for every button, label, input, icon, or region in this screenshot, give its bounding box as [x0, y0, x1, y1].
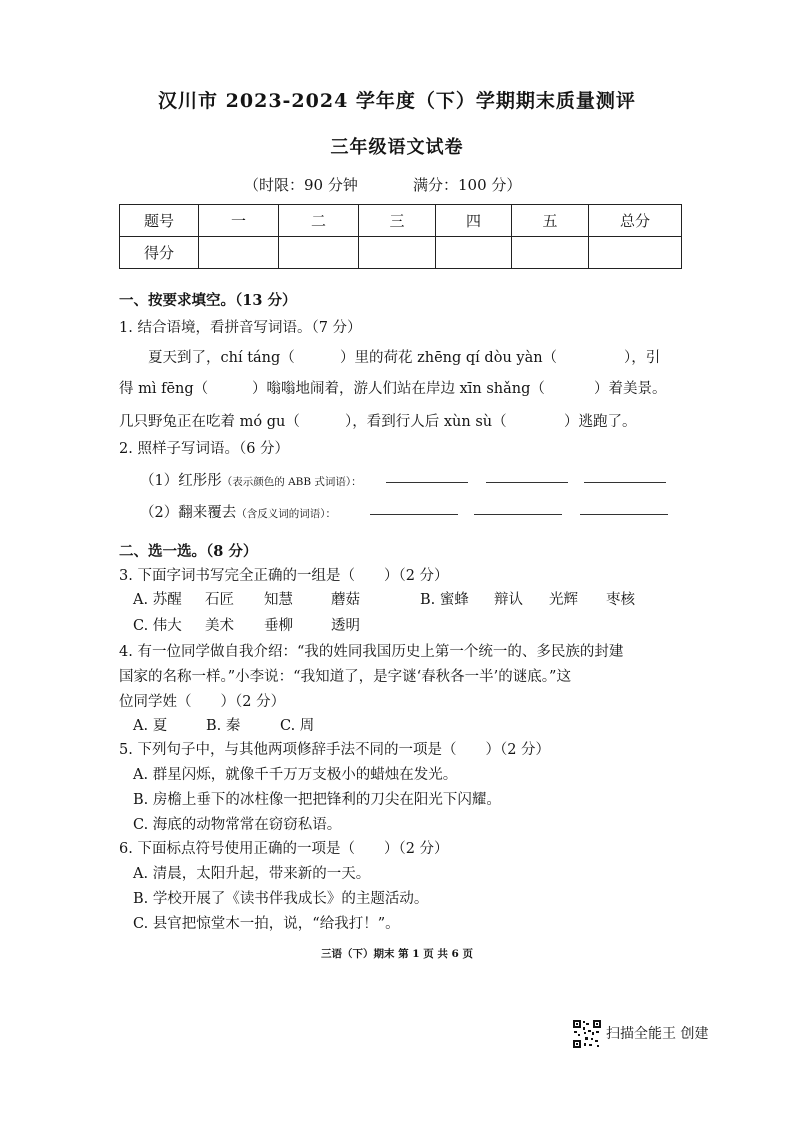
q3-option-b-1: B. 蜜蜂 — [420, 592, 469, 608]
score-table-header-row — [120, 205, 682, 237]
q6-option-a: A. 清晨，太阳升起，带来新的一天。 — [133, 866, 371, 882]
score-cell[interactable] — [279, 237, 359, 269]
score-cell[interactable] — [359, 237, 436, 269]
q4-line2: 国家的名称一样。”小李说：“我知道了，是字谜‘春秋各一半’的谜底。”这 — [119, 669, 571, 685]
q3-option-c-3: 垂柳 — [264, 618, 293, 634]
q1-line3-b: ），看到行人后 xùn sù（ — [345, 414, 507, 430]
q1-line3-c: ）逃跑了。 — [564, 414, 637, 430]
exam-subtitle: 三年级语文试卷 — [330, 137, 464, 158]
q4-option-a: A. 夏 — [133, 718, 168, 734]
q6-stem: 6. 下面标点符号使用正确的一项是（ ）（2 分） — [119, 841, 449, 857]
q3-stem: 3. 下面字词书写完全正确的一组是（ ）（2 分） — [119, 568, 449, 584]
q1-line1-a: 夏天到了，chí táng（ — [148, 350, 295, 366]
q6-option-b: B. 学校开展了《读书伴我成长》的主题活动。 — [133, 891, 429, 907]
q2-item1-label: （1）红彤彤 — [140, 473, 222, 489]
score-table — [119, 204, 682, 269]
q3-option-b-2: 辩认 — [494, 592, 523, 608]
q4-option-b: B. 秦 — [206, 718, 241, 734]
q3-option-c-2: 美术 — [205, 618, 234, 634]
q2-item1-blank-2[interactable] — [486, 470, 568, 483]
score-cell[interactable] — [199, 237, 279, 269]
q4-option-c: C. 周 — [280, 718, 315, 734]
q3-option-a-4: 蘑菇 — [331, 592, 360, 608]
q2-item1 — [140, 469, 362, 490]
q1-stem: 1. 结合语境，看拼音写词语。（7 分） — [119, 320, 362, 336]
q3-option-a-2: 石匠 — [205, 592, 234, 608]
full-score: 满分：100 分） — [413, 176, 522, 194]
q1-line2-a: 得 mì fēng（ — [119, 381, 209, 397]
q3-option-c-1: C. 伟大 — [133, 618, 182, 634]
q3-option-b-4: 枣核 — [606, 592, 635, 608]
q1-line1-c: ），引 — [624, 350, 661, 366]
q3-option-a-3: 知慧 — [264, 592, 293, 608]
q1-line3-a: 几只野兔正在吃着 mó gu（ — [119, 414, 300, 430]
q1-line1-b: ）里的荷花 zhēng qí dòu yàn（ — [340, 350, 558, 366]
q2-item2 — [140, 501, 336, 522]
q5-option-a: A. 群星闪烁，就像千千万万支极小的蜡烛在发光。 — [133, 767, 458, 783]
time-limit: （时限：90 分钟 — [244, 176, 358, 194]
q1-line2-b: ）嗡嗡地闹着，游人们站在岸边 xīn shǎng（ — [252, 381, 545, 397]
q2-item1-blank-3[interactable] — [584, 470, 666, 483]
scanner-watermark: 扫描全能王 创建 — [606, 1026, 709, 1042]
exam-title: 汉川市 2023-2024 学年度（下）学期期末质量测评 — [158, 90, 636, 112]
q5-stem: 5. 下列句子中，与其他两项修辞手法不同的一项是（ ）（2 分） — [119, 742, 551, 758]
q2-stem: 2. 照样子写词语。（6 分） — [119, 441, 290, 457]
score-table-col: 一 — [199, 205, 279, 237]
q5-option-b: B. 房檐上垂下的冰柱像一把把锋利的刀尖在阳光下闪耀。 — [133, 792, 501, 808]
q6-option-c: C. 县官把惊堂木一拍，说，“给我打！”。 — [133, 916, 400, 932]
score-cell[interactable] — [436, 237, 512, 269]
q2-item1-blank-1[interactable] — [386, 470, 468, 483]
score-cell[interactable] — [589, 237, 682, 269]
q4-line3: 位同学姓（ ）（2 分） — [119, 694, 286, 710]
score-cell[interactable] — [512, 237, 589, 269]
q5-option-c: C. 海底的动物常常在窃窃私语。 — [133, 817, 342, 833]
score-table-label: 得分 — [120, 237, 199, 269]
q3-option-c-4: 透明 — [331, 618, 360, 634]
score-table-col: 三 — [359, 205, 436, 237]
score-table-label: 题号 — [120, 205, 199, 237]
section2-heading: 二、选一选。（8 分） — [119, 543, 258, 560]
q2-item2-note: （含反义词的词语）： — [236, 508, 336, 520]
qr-code-icon — [572, 1019, 602, 1049]
q2-item2-label: （2）翻来覆去 — [140, 505, 237, 521]
q3-option-b-3: 光辉 — [549, 592, 578, 608]
q1-line2-c: ）着美景。 — [594, 381, 667, 397]
score-table-col: 总分 — [589, 205, 682, 237]
score-table-col: 四 — [436, 205, 512, 237]
q3-option-a-1: A. 苏醒 — [133, 592, 182, 608]
q2-item2-blank-3[interactable] — [580, 502, 668, 515]
score-table-score-row — [120, 237, 682, 269]
q2-item2-blank-1[interactable] — [370, 502, 458, 515]
q4-line1: 4. 有一位同学做自我介绍：“我的姓同我国历史上第一个统一的、多民族的封建 — [119, 644, 624, 660]
section1-heading: 一、按要求填空。（13 分） — [119, 292, 297, 309]
q2-item2-blank-2[interactable] — [474, 502, 562, 515]
page-footer: 三语（下）期末 第 1 页 共 6 页 — [320, 948, 474, 960]
score-table-col: 二 — [279, 205, 359, 237]
q2-item1-note: （表示颜色的 ABB 式词语）： — [221, 476, 362, 488]
score-table-col: 五 — [512, 205, 589, 237]
